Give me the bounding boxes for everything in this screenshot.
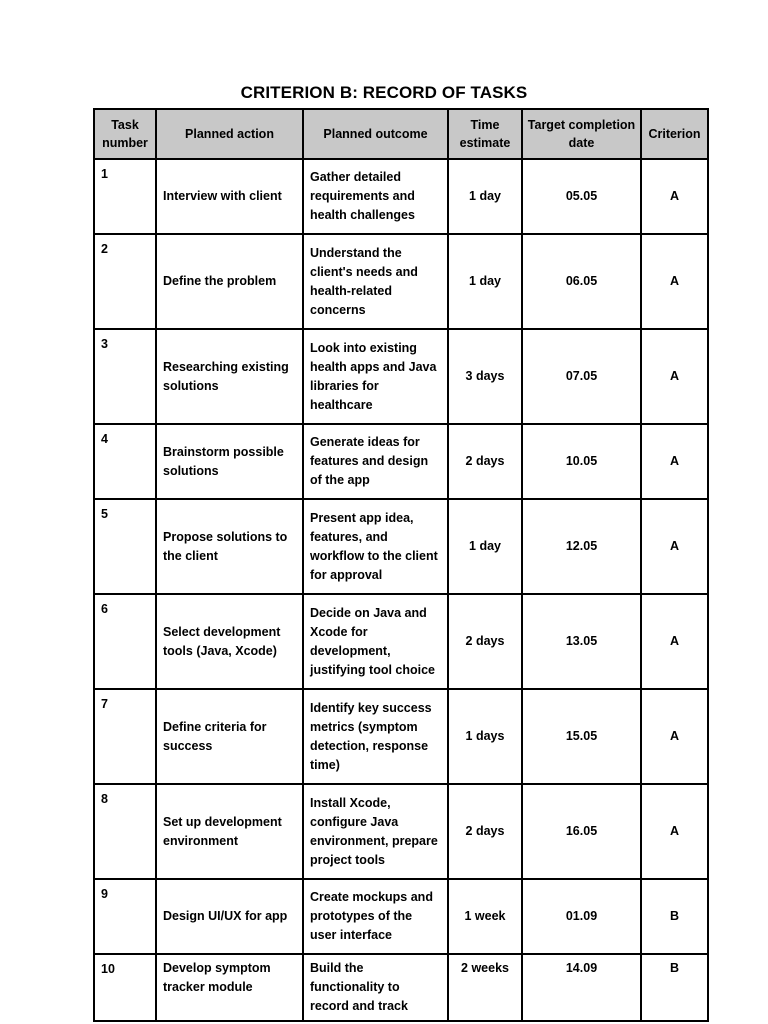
time-estimate: 2 days	[448, 784, 522, 879]
table-row	[94, 424, 708, 499]
table-row	[94, 234, 708, 329]
criterion: B	[641, 954, 708, 1021]
criterion: A	[641, 784, 708, 879]
planned-outcome: Present app idea, features, and workflow to the client for approval	[303, 499, 448, 594]
planned-outcome: Build the functionality to record and track	[303, 954, 448, 1021]
table-row	[94, 499, 708, 594]
target-date: 15.05	[522, 689, 641, 784]
planned-outcome: Create mockups and prototypes of the user interface	[303, 879, 448, 954]
time-estimate: 3 days	[448, 329, 522, 424]
task-number: 7	[94, 689, 156, 784]
criterion: A	[641, 234, 708, 329]
planned-action: Design UI/UX for app	[156, 879, 303, 954]
criterion: A	[641, 329, 708, 424]
criterion: A	[641, 594, 708, 689]
planned-outcome: Gather detailed requirements and health challenges	[303, 159, 448, 234]
planned-outcome: Identify key success metrics (symptom detection, response time)	[303, 689, 448, 784]
planned-action: Researching existing solutions	[156, 329, 303, 424]
target-date: 10.05	[522, 424, 641, 499]
table-row	[94, 159, 708, 234]
time-estimate: 1 day	[448, 499, 522, 594]
criterion: A	[641, 689, 708, 784]
planned-outcome: Generate ideas for features and design of the app	[303, 424, 448, 499]
page-title: CRITERION B: RECORD OF TASKS	[240, 83, 528, 102]
planned-outcome: Install Xcode, configure Java environment, prepare project tools	[303, 784, 448, 879]
task-number: 8	[94, 784, 156, 879]
time-estimate: 2 days	[448, 424, 522, 499]
criterion: A	[641, 499, 708, 594]
table-row	[94, 594, 708, 689]
header-criterion: Criterion	[641, 109, 708, 159]
table-row	[94, 784, 708, 879]
header-planned-outcome: Planned outcome	[303, 109, 448, 159]
planned-action: Set up development environment	[156, 784, 303, 879]
task-number: 10	[94, 954, 156, 1021]
target-date: 12.05	[522, 499, 641, 594]
task-number: 4	[94, 424, 156, 499]
planned-outcome: Decide on Java and Xcode for development, justifying tool choice	[303, 594, 448, 689]
time-estimate: 2 days	[448, 594, 522, 689]
table-header-row	[94, 109, 708, 159]
target-date: 07.05	[522, 329, 641, 424]
planned-action: Select development tools (Java, Xcode)	[156, 594, 303, 689]
planned-action: Propose solutions to the client	[156, 499, 303, 594]
time-estimate: 1 week	[448, 879, 522, 954]
target-date: 01.09	[522, 879, 641, 954]
planned-action: Brainstorm possible solutions	[156, 424, 303, 499]
task-number: 9	[94, 879, 156, 954]
criterion: B	[641, 879, 708, 954]
header-task-number: Task number	[94, 109, 156, 159]
table-row	[94, 954, 708, 1021]
table-row	[94, 879, 708, 954]
record-of-tasks-table	[93, 108, 709, 1022]
time-estimate: 1 days	[448, 689, 522, 784]
target-date: 16.05	[522, 784, 641, 879]
task-number: 2	[94, 234, 156, 329]
target-date: 14.09	[522, 954, 641, 1021]
planned-outcome: Understand the client's needs and health-related concerns	[303, 234, 448, 329]
criterion: A	[641, 159, 708, 234]
task-number: 6	[94, 594, 156, 689]
planned-action: Define criteria for success	[156, 689, 303, 784]
planned-action: Interview with client	[156, 159, 303, 234]
target-date: 13.05	[522, 594, 641, 689]
table-row	[94, 689, 708, 784]
table-row	[94, 329, 708, 424]
planned-action: Develop symptom tracker module	[156, 954, 303, 1021]
target-date: 06.05	[522, 234, 641, 329]
time-estimate: 1 day	[448, 234, 522, 329]
time-estimate: 1 day	[448, 159, 522, 234]
planned-action: Define the problem	[156, 234, 303, 329]
planned-outcome: Look into existing health apps and Java libraries for healthcare	[303, 329, 448, 424]
criterion: A	[641, 424, 708, 499]
target-date: 05.05	[522, 159, 641, 234]
time-estimate: 2 weeks	[448, 954, 522, 1021]
header-planned-action: Planned action	[156, 109, 303, 159]
header-target-completion-date: Target completion date	[522, 109, 641, 159]
header-time-estimate: Time estimate	[448, 109, 522, 159]
task-number: 3	[94, 329, 156, 424]
task-number: 1	[94, 159, 156, 234]
task-number: 5	[94, 499, 156, 594]
